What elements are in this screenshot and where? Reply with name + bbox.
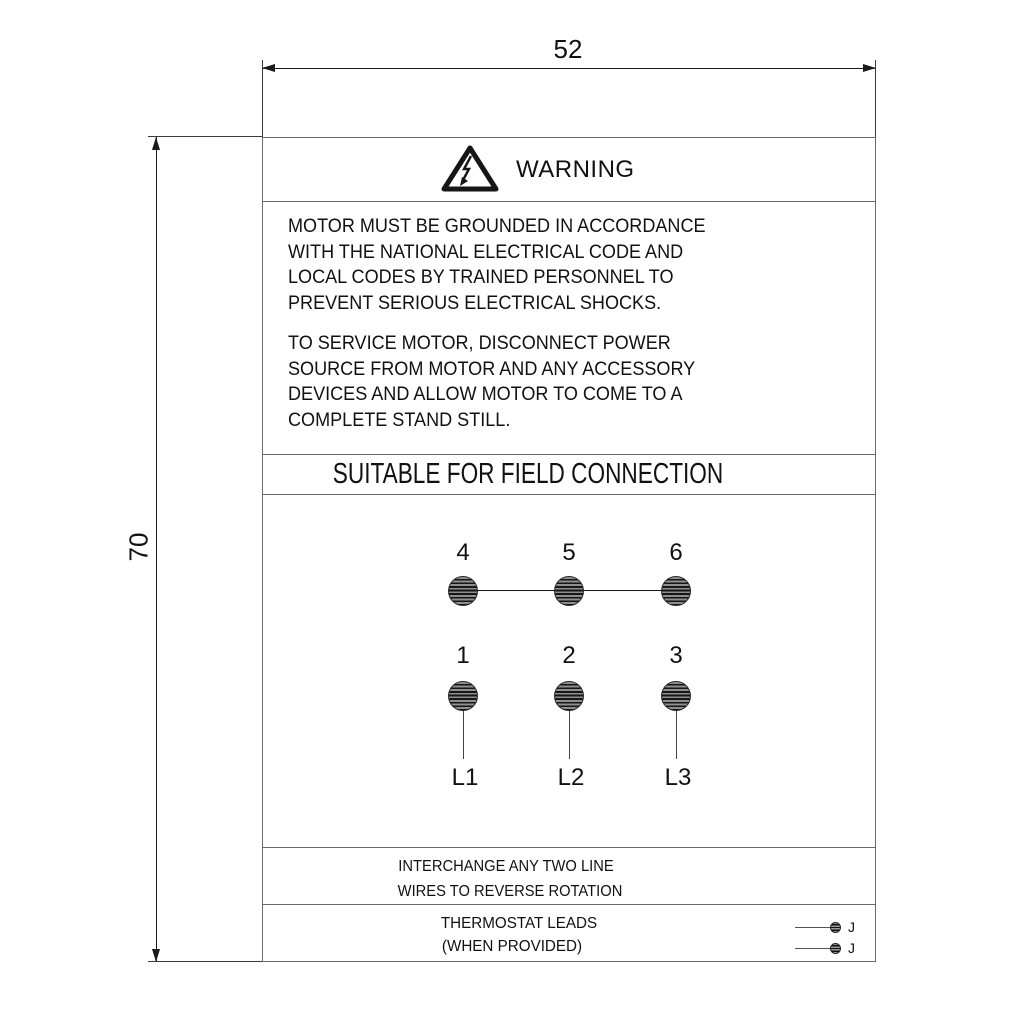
thermostat-lead-dot-1 — [830, 922, 841, 933]
thermostat-j-label-2: J — [848, 940, 855, 956]
thermostat-lead-wire-1 — [795, 927, 831, 928]
service-paragraph — [288, 331, 695, 433]
terminal-label-3: 3 — [669, 642, 683, 669]
line-lead-label-l2: L2 — [557, 764, 585, 791]
service-line-1: TO SERVICE MOTOR, DISCONNECT POWER — [288, 333, 671, 354]
terminal-label-1: 1 — [456, 642, 470, 669]
terminal-dot-6 — [661, 576, 691, 606]
divider-above-thermostat — [263, 904, 875, 905]
thermostat-lead-wire-2 — [795, 948, 831, 949]
thermostat-note-line-1: THERMOSTAT LEADS — [440, 915, 598, 932]
grounding-line-1: MOTOR MUST BE GROUNDED IN ACCORDANCE — [288, 216, 706, 237]
grounding-line-2: WITH THE NATIONAL ELECTRICAL CODE AND — [288, 241, 684, 263]
divider-above-interchange — [263, 847, 875, 848]
dimension-line-height — [156, 137, 157, 962]
terminal-label-5: 5 — [562, 539, 576, 566]
grounding-paragraph — [288, 214, 706, 316]
terminal-dot-4 — [448, 576, 478, 606]
high-voltage-warning-icon — [441, 144, 499, 193]
extension-line-bottom — [148, 961, 262, 962]
divider-above-field-connection — [263, 454, 875, 455]
arrowhead-up-icon — [152, 137, 160, 150]
terminal-dot-3 — [661, 681, 691, 711]
line-lead-label-l3: L3 — [664, 764, 692, 791]
line-lead-label-l1: L1 — [451, 764, 479, 791]
divider-below-field-connection — [263, 494, 875, 495]
arrowhead-left-icon — [262, 64, 275, 72]
grounding-line-3: LOCAL CODES BY TRAINED PERSONNEL TO — [288, 267, 674, 288]
thermostat-note-line-2: (WHEN PROVIDED) — [441, 938, 583, 955]
field-connection-title: SUITABLE FOR FIELD CONNECTION — [332, 458, 724, 490]
terminal-dot-1 — [448, 681, 478, 711]
label-outline — [262, 137, 876, 962]
interchange-note-line-1: INTERCHANGE ANY TWO LINE — [398, 858, 614, 875]
terminal-label-2: 2 — [562, 642, 576, 669]
terminal-label-6: 6 — [669, 539, 683, 566]
service-line-3: DEVICES AND ALLOW MOTOR TO COME TO A — [288, 384, 683, 405]
service-line-2: SOURCE FROM MOTOR AND ANY ACCESSORY — [288, 358, 696, 380]
warning-title: WARNING — [516, 156, 635, 183]
interchange-note-line-2: WIRES TO REVERSE ROTATION — [397, 883, 623, 900]
service-line-4: COMPLETE STAND STILL. — [288, 409, 511, 431]
terminal-label-4: 4 — [456, 539, 470, 566]
terminal-dot-5 — [554, 576, 584, 606]
extension-line-left — [262, 60, 263, 138]
divider-below-warning — [263, 201, 875, 202]
dimension-line-width — [262, 68, 876, 69]
dimension-height-value: 70 — [123, 532, 154, 562]
thermostat-j-label-1: J — [848, 919, 855, 935]
extension-line-right — [875, 60, 876, 138]
dimension-width-value: 52 — [553, 34, 583, 64]
extension-line-top — [148, 136, 262, 137]
thermostat-lead-dot-2 — [830, 943, 841, 954]
terminal-dot-2 — [554, 681, 584, 711]
grounding-line-4: PREVENT SERIOUS ELECTRICAL SHOCKS. — [288, 292, 662, 314]
